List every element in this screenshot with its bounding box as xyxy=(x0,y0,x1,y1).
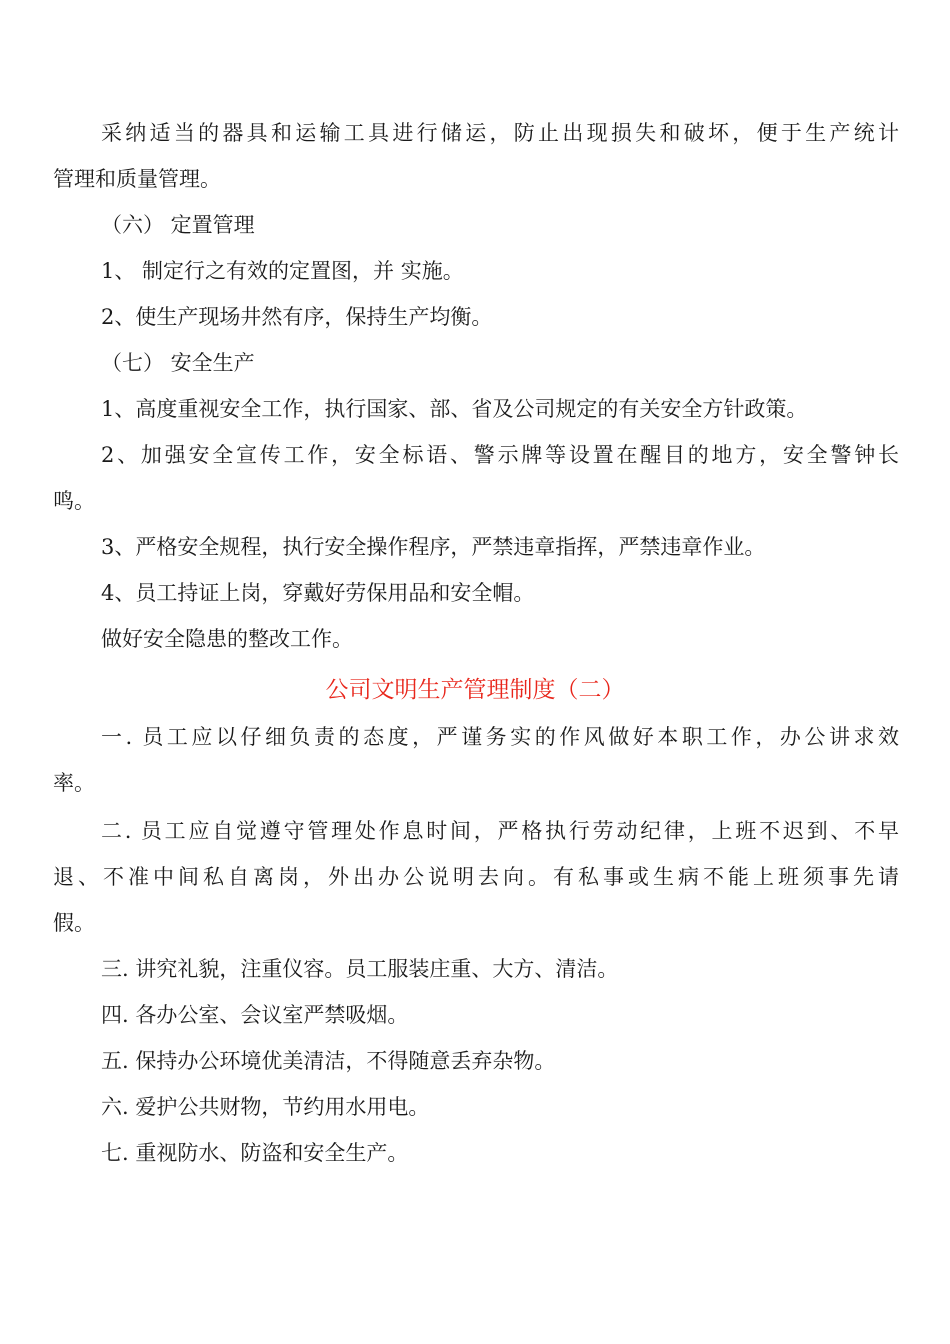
rule-1-line-2: 率。 xyxy=(53,771,95,795)
rule-1-line-1: 一. 员工应以仔细负责的态度，严谨务实的作风做好本职工作，办公讲求效 xyxy=(101,725,899,749)
list-item-7-2-line-2: 鸣。 xyxy=(53,489,95,513)
rule-5: 五. 保持办公环境优美清洁，不得随意丢弃杂物。 xyxy=(101,1049,556,1073)
list-item-7-4: 4、员工持证上岗，穿戴好劳保用品和安全帽。 xyxy=(101,581,535,605)
list-item-6-2: 2、使生产现场井然有序，保持生产均衡。 xyxy=(101,305,493,329)
rule-2-line-1: 二. 员工应自觉遵守管理处作息时间，严格执行劳动纪律，上班不迟到、不早 xyxy=(101,819,899,843)
rule-2-line-3: 假。 xyxy=(53,911,95,935)
heading-fixed-position-management: （六） 定置管理 xyxy=(101,213,255,237)
list-item-7-2-line-1: 2、加强安全宣传工作，安全标语、警示牌等设置在醒目的地方，安全警钟长 xyxy=(101,443,899,467)
section-title: 公司文明生产管理制度（二） xyxy=(325,677,625,703)
list-item-6-1: 1、 制定行之有效的定置图，并 实施。 xyxy=(101,259,464,283)
heading-safe-production: （七） 安全生产 xyxy=(101,351,255,375)
paragraph-storage-line-1: 采纳适当的器具和运输工具进行储运，防止出现损失和破坏，便于生产统计 xyxy=(101,121,899,145)
rule-3: 三. 讲究礼貌，注重仪容。员工服装庄重、大方、清洁。 xyxy=(101,957,619,981)
rule-7: 七. 重视防水、防盗和安全生产。 xyxy=(101,1141,409,1165)
rule-6: 六. 爱护公共财物，节约用水用电。 xyxy=(101,1095,430,1119)
list-item-7-3: 3、严格安全规程，执行安全操作程序，严禁违章指挥，严禁违章作业。 xyxy=(101,535,766,559)
rule-2-line-2: 退、不准中间私自离岗，外出办公说明去向。有私事或生病不能上班须事先请 xyxy=(53,865,899,889)
paragraph-storage-line-2: 管理和质量管理。 xyxy=(53,167,221,191)
list-item-7-1: 1、高度重视安全工作，执行国家、部、省及公司规定的有关安全方针政策。 xyxy=(101,397,808,421)
list-item-7-5: 做好安全隐患的整改工作。 xyxy=(101,627,353,651)
rule-4: 四. 各办公室、会议室严禁吸烟。 xyxy=(101,1003,409,1027)
